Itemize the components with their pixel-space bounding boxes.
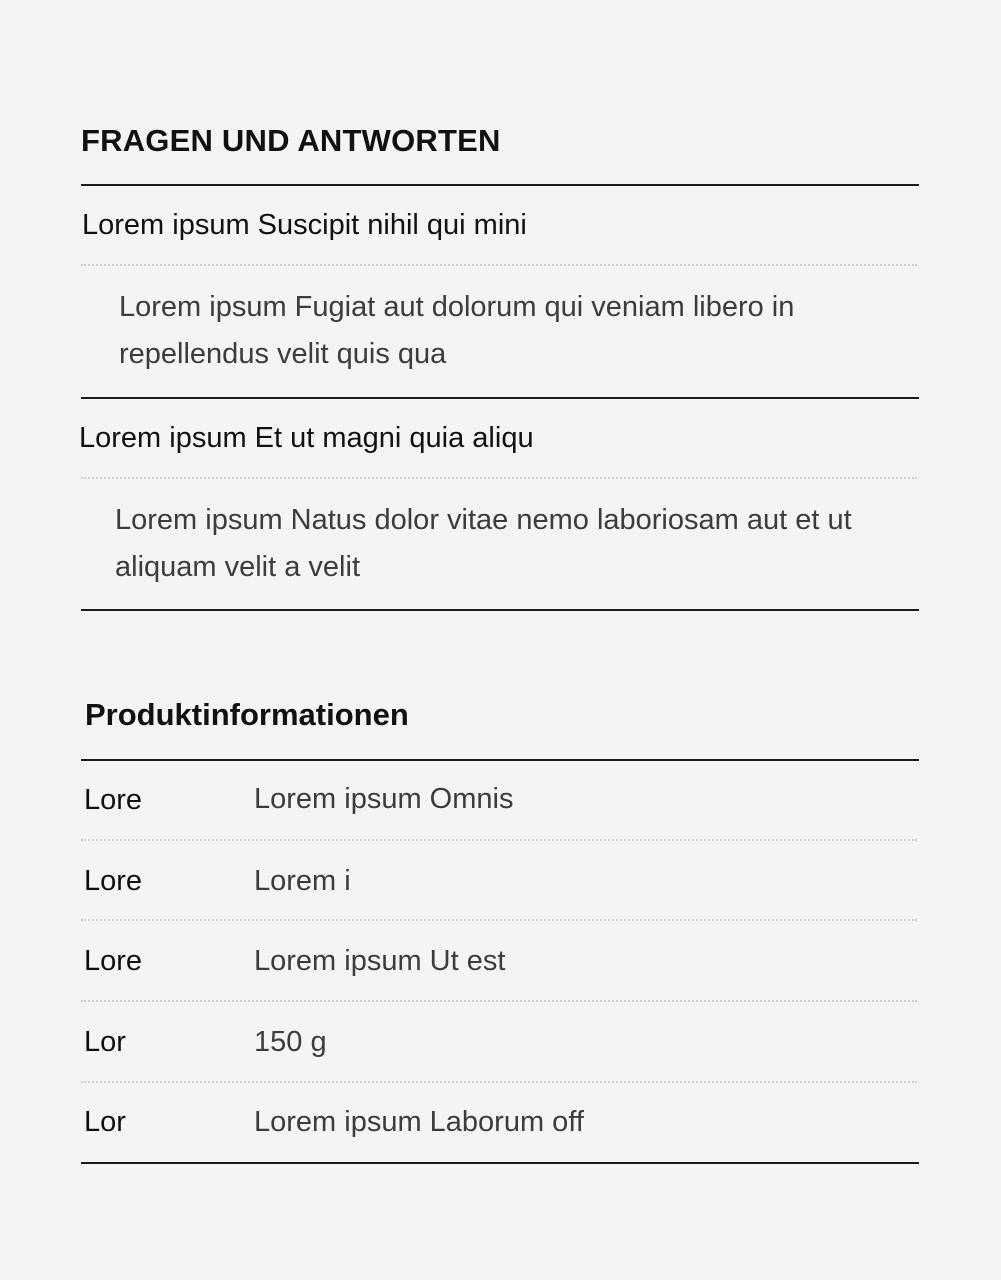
spec-value: 150 g <box>254 1026 327 1058</box>
faq-answer: Lorem ipsum Fugiat aut dolorum qui veniam libero in repellendus velit quis qua <box>119 291 795 370</box>
spec-value: Lorem ipsum Omnis <box>254 783 514 815</box>
faq-answer: Lorem ipsum Natus dolor vitae nemo laboriosam aut et ut aliquam velit a velit <box>115 504 852 583</box>
spec-row-divider <box>81 919 917 921</box>
faq-bottom-divider <box>81 609 919 611</box>
faq-question[interactable]: Lorem ipsum Suscipit nihil qui mini <box>82 209 527 241</box>
faq-item-dotted-divider <box>81 264 917 266</box>
spec-key: Lore <box>84 865 143 897</box>
spec-row-divider <box>81 1081 917 1083</box>
faq-item-divider <box>81 397 919 399</box>
spec-value: Lorem i <box>254 865 351 897</box>
spec-value: Lorem ipsum Laborum off <box>254 1106 584 1138</box>
faq-top-divider <box>81 184 919 186</box>
spec-row-divider <box>81 839 917 841</box>
faq-question[interactable]: Lorem ipsum Et ut magni quia aliqu <box>79 422 534 454</box>
product-info-title: Produktinformationen <box>85 697 409 732</box>
spec-key: Lore <box>84 945 143 977</box>
spec-value: Lorem ipsum Ut est <box>254 945 506 977</box>
spec-key: Lor <box>84 1026 126 1058</box>
spec-key: Lore <box>84 784 143 816</box>
faq-section-title: FRAGEN UND ANTWORTEN <box>81 123 501 158</box>
product-info-bottom-divider <box>81 1162 919 1164</box>
spec-key: Lor <box>84 1106 126 1138</box>
spec-row-divider <box>81 1000 917 1002</box>
faq-item-dotted-divider <box>81 477 917 479</box>
product-info-top-divider <box>81 759 919 761</box>
